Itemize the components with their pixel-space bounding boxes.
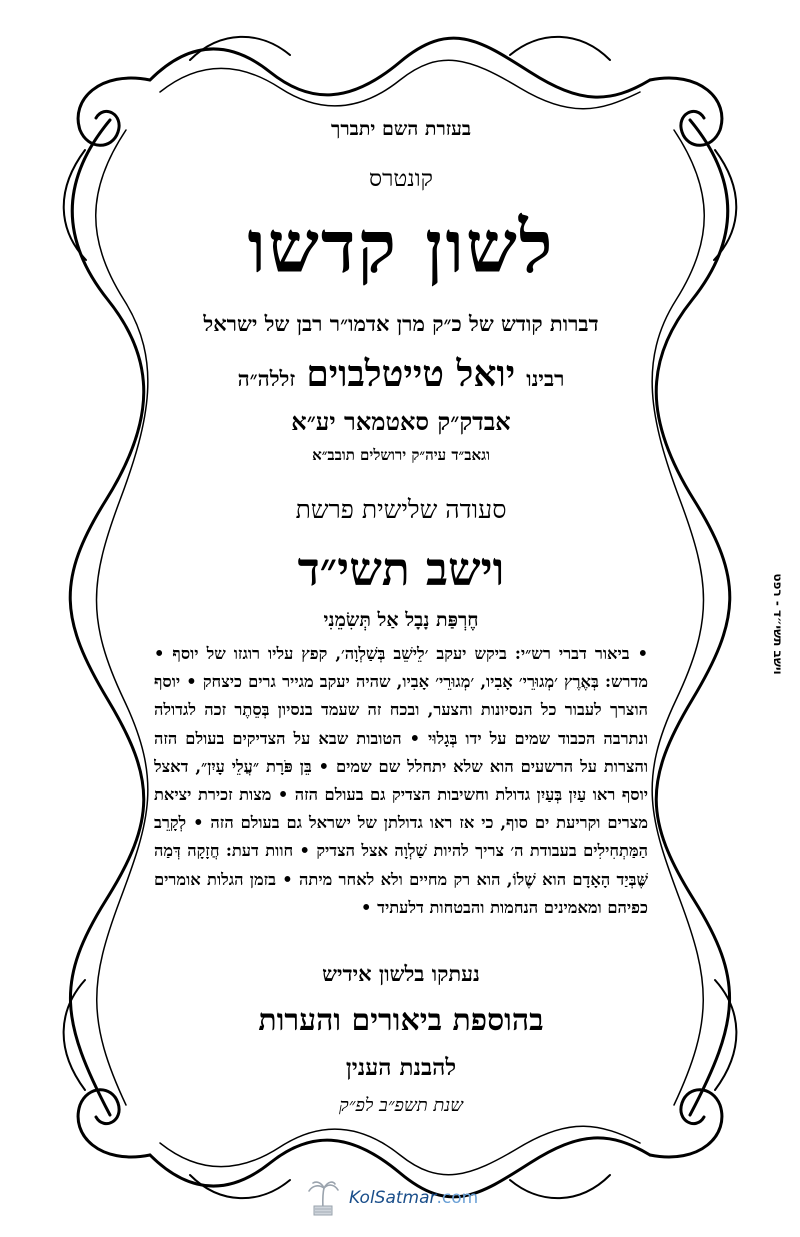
author-title: אבדק״ק סאטמאר יע״א — [291, 407, 511, 436]
logo-wordmark — [349, 1188, 478, 1208]
author-prefix: רבינו — [526, 366, 565, 391]
parsha-title: וישב תשי״ד — [297, 542, 505, 596]
palm-tree-book-icon — [303, 1178, 343, 1218]
subtitle-line: דברות קודש של כ״ק מרן אדמו״ר רבן של ישראל — [203, 311, 599, 336]
border-right — [652, 120, 736, 1115]
border-top — [150, 37, 650, 109]
translated-line: נעתקו בלשון אידיש — [322, 961, 480, 986]
side-page-label: וישב תשי״ד - רפט — [771, 573, 785, 675]
border-left — [64, 120, 148, 1115]
year-line: שנת תשפ״ב לפ״ק — [338, 1095, 463, 1116]
main-title: לשון קדשו — [247, 204, 555, 289]
kuntres-label: קונטרס — [369, 166, 433, 192]
summary-paragraph: • ביאור דברי רש״י: ביקש יעקב ׳לֵישֵׁב בְּשַׁלְוָה׳, קפץ עליו רוגזו של יוסף • מדרש: בְּאֶרֶץ ׳מְגוּרֵי׳ אָבִיו, ׳מְגוּרֵי׳ אָבִיו, שהיה יעקב מגייר גרים כיצחק • יוסף הוצרך לעבור כל הנסיונות והצער, ובכח זה שעמד בנסיון בְּסֵתֶר זכה לגדולה ונתרבה הכבוד שמים על ידו בְּגָלוּי • הטובות שבא על הצדיקים בעולם הזה והצרות על הרשעים הוא שלא יתחלל שם שמים • בֵּן פֹּרָת ״עֲלֵי עָיִן״, דאצל יוסף ראו עַיִן בְּעַיִן גדולת וחשיבות הצדיק גם בעולם הזה • מצות זכירת יציאת מצרים וקריעת ים סוף, כי אז ראו גדולתן של ישראל גם בעולם הזה • לְקָרֵב הַמַּתְחִילִים בעבודת ה׳ צריך להיות שַׁלְוָה אצל הצדיק • חוות דעת: חֲזָקָה דְּמַה שֶּׁבְּיַד הָאָדָם הוא שֶׁלוֹ, הוא רק מחיים ולא לאחר מיתה • בזמן הגלות אומרים כפיהם ומאמינים הנחמות והבטחות דלעתיד • — [154, 644, 648, 917]
author-suffix: זללה״ה — [237, 366, 296, 391]
logo-text-domain: .com — [436, 1188, 479, 1208]
blessing-line: בעזרת השם יתברך — [331, 118, 471, 140]
additions-line: בהוספת ביאורים והערות — [258, 1003, 544, 1038]
motto-line: חֶרְפַּת נָבָל אַל תְּשִׂמֵנִי — [323, 609, 479, 631]
author-title-2: וגאב״ד עיה״ק ירושלים תובב״א — [312, 446, 490, 464]
logo-text-main: KolSatmar — [349, 1188, 437, 1208]
author-line — [160, 344, 642, 404]
section-title: סעודה שלישית פרשת — [295, 495, 507, 524]
title-page — [154, 112, 648, 1124]
kolsatmar-logo[interactable] — [303, 1178, 503, 1218]
understanding-line: להבנת הענין — [345, 1054, 457, 1081]
author-name: יואל טייטלבוים — [306, 353, 516, 395]
